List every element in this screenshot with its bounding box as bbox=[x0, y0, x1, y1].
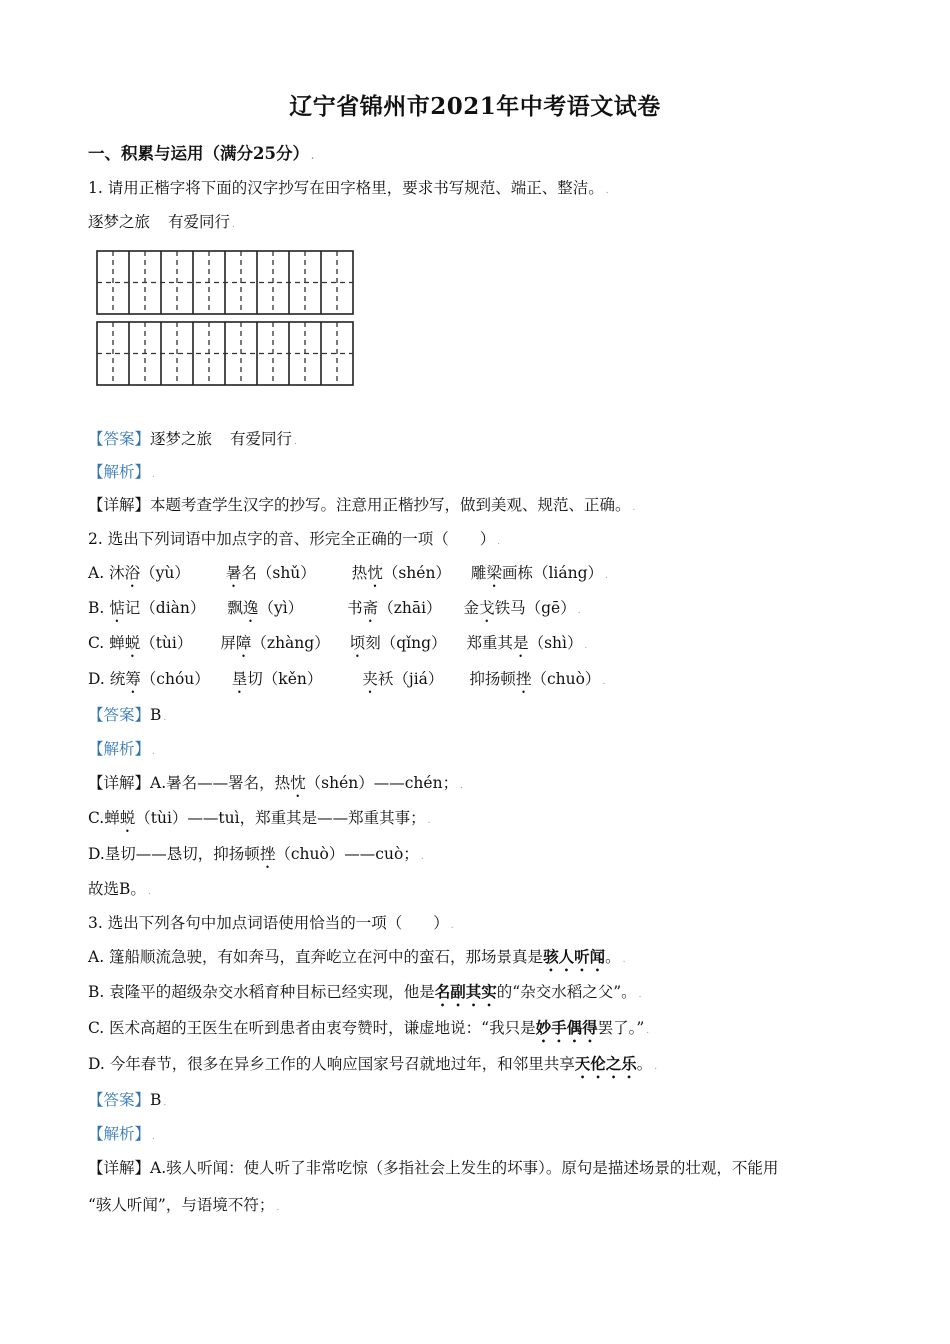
key-phrase: 天伦之乐 bbox=[574, 1055, 637, 1073]
pinyin: （kěn） bbox=[262, 670, 323, 688]
option-label: C. bbox=[88, 634, 105, 652]
q1-detail: 【详解】本题考查学生汉字的抄写。注意用正楷抄写，做到美观、规范、正确。 . bbox=[88, 496, 636, 514]
word-part: 飘 bbox=[227, 599, 243, 617]
pinyin: （tùi） bbox=[140, 634, 193, 652]
detail-text: （chuò）——cuò； bbox=[275, 845, 419, 863]
conclusion-text: 故选B。 bbox=[88, 880, 146, 898]
dotted-char: 筹 bbox=[125, 670, 141, 688]
dotted-char: 顷 bbox=[349, 634, 366, 652]
q1-stem: 1. 请用正楷字将下面的汉字抄写在田字格里，要求书写规范、端正、整洁。 . bbox=[88, 179, 609, 197]
detail-text: C.蝉 bbox=[88, 809, 120, 827]
word-part: 沐 bbox=[109, 564, 125, 582]
detail-text: A.骇人听闻：使人听了非常吃惊（多指社会上发生的坏事）。原句是描述场景的壮观，不能用 bbox=[150, 1159, 779, 1177]
q2-detail-1: 【详解】A.暑名——署名，热忱（shén）——chén； . bbox=[88, 774, 463, 792]
q2-analysis: 【解析】 . bbox=[88, 740, 155, 758]
dotted-char: 斋 bbox=[362, 599, 379, 617]
answer-tag: 【答案】 bbox=[88, 706, 151, 724]
analysis-tag: 【解析】 bbox=[88, 463, 151, 481]
detail-tag: 【详解】 bbox=[88, 496, 151, 514]
word-part: 书 bbox=[347, 599, 363, 617]
pinyin: （gē） bbox=[525, 599, 576, 617]
q1-detail-text: 本题考查学生汉字的抄写。注意用正楷抄写，做到美观、规范、正确。 bbox=[150, 496, 631, 514]
q2-option-d: D. 统筹（chóu） 垦切（kěn） 夹袄（jiá） 抑扬顿挫（chuò） . bbox=[88, 670, 606, 688]
pinyin: （zhàng） bbox=[251, 634, 330, 652]
q1-text-a: 逐梦之旅 bbox=[88, 213, 151, 231]
dotted-char: 暑 bbox=[225, 564, 242, 582]
word-part: 名 bbox=[241, 564, 257, 582]
word-part: 切 bbox=[247, 670, 263, 688]
dotted-char: 是 bbox=[513, 634, 529, 652]
dotted-char: 障 bbox=[235, 634, 252, 652]
pinyin: （chóu） bbox=[140, 670, 210, 688]
word-part: 金 bbox=[463, 599, 480, 617]
dotted-char: 垦 bbox=[231, 670, 248, 688]
q2-option-b: B. 惦记（diàn） 飘逸（yì） 书斋（zhāi） 金戈铁马（gē） . bbox=[88, 599, 581, 617]
dotted-char: 挫 bbox=[515, 670, 532, 688]
pinyin: （chuò） bbox=[531, 670, 601, 688]
detail-text: “骇人听闻”，与语境不符； bbox=[88, 1196, 275, 1214]
q3-option-c: C. 医术高超的王医生在听到患者由衷夸赞时，谦虚地说：“我只是妙手偶得罢了。” . bbox=[88, 1019, 650, 1037]
sentence-text: 。 bbox=[636, 1055, 653, 1073]
q3-stem-text: 3. 选出下列各句中加点词语使用恰当的一项（ ） bbox=[88, 914, 449, 932]
word-part: 铁马 bbox=[494, 599, 526, 617]
dotted-char: 忱 bbox=[367, 564, 383, 582]
analysis-tag: 【解析】 bbox=[88, 1125, 151, 1143]
dotted-char: 忱 bbox=[290, 774, 306, 792]
writing-grid bbox=[96, 250, 358, 390]
detail-text: A.暑名——署名，热 bbox=[150, 774, 291, 792]
page-title: 辽宁省锦州市2021年中考语文试卷 bbox=[289, 93, 661, 120]
pinyin: （zhāi） bbox=[378, 599, 442, 617]
word-part: 抑扬顿 bbox=[469, 670, 516, 688]
word-part: 雕 bbox=[470, 564, 487, 582]
pinyin: （shén） bbox=[382, 564, 451, 582]
key-phrase: 名副其实 bbox=[434, 983, 497, 1001]
dotted-char: 夹 bbox=[362, 670, 378, 688]
sentence-text: 的“杂交水稻之父”。 bbox=[496, 983, 637, 1001]
q3-detail-2: “骇人听闻”，与语境不符； . bbox=[88, 1196, 280, 1214]
q1-copy-text: 逐梦之旅 有爱同行 . bbox=[88, 213, 235, 231]
q2-conclusion: 故选B。 . bbox=[88, 880, 151, 898]
tianzige-grid bbox=[96, 250, 358, 390]
q2-answer-value: B bbox=[150, 706, 162, 724]
dotted-char: 惦 bbox=[109, 599, 125, 617]
pinyin: （shǔ） bbox=[256, 564, 316, 582]
dotted-char: 逸 bbox=[242, 599, 259, 617]
q1-answer-a: 逐梦之旅 bbox=[150, 430, 213, 448]
sentence-text: D. 今年春节，很多在异乡工作的人响应国家号召就地过年，和邻里共享 bbox=[88, 1055, 575, 1073]
dotted-char: 浴 bbox=[124, 564, 141, 582]
option-label: D. bbox=[88, 670, 105, 688]
detail-text: （shén）——chén； bbox=[305, 774, 459, 792]
q2-option-a: A. 沐浴（yù） 暑名（shǔ） 热忱（shén） 雕梁画栋（liáng） . bbox=[88, 564, 608, 582]
option-label: B. bbox=[88, 599, 105, 617]
sentence-text: A. 篷船顺流急驶，有如奔马，直奔屹立在河中的蛮石，那场景真是 bbox=[88, 948, 544, 966]
word-part: 郑重其 bbox=[466, 634, 514, 652]
q3-option-b: B. 袁隆平的超级杂交水稻育种目标已经实现，他是名副其实的“杂交水稻之父”。 . bbox=[88, 983, 642, 1001]
analysis-tag: 【解析】 bbox=[88, 740, 151, 758]
q3-option-d: D. 今年春节，很多在异乡工作的人响应国家号召就地过年，和邻里共享天伦之乐。 . bbox=[88, 1055, 658, 1073]
pinyin: （qǐng） bbox=[380, 634, 447, 652]
q2-option-c: C. 蝉蜕（tùi） 屏障（zhàng） 顷刻（qǐng） 郑重其是（shì） . bbox=[88, 634, 588, 652]
pinyin: （liáng） bbox=[532, 564, 604, 582]
q3-stem: 3. 选出下列各句中加点词语使用恰当的一项（ ） . bbox=[88, 914, 454, 932]
pinyin: （jiá） bbox=[393, 670, 444, 688]
q1-answer: 【答案】逐梦之旅 有爱同行 . bbox=[88, 430, 297, 448]
dotted-char: 梁 bbox=[486, 564, 502, 582]
dotted-char: 蜕 bbox=[124, 634, 141, 652]
key-phrase: 妙手偶得 bbox=[535, 1019, 598, 1037]
detail-text: （tùi）——tuì，郑重其是——郑重其事； bbox=[135, 809, 426, 827]
answer-tag: 【答案】 bbox=[88, 430, 151, 448]
pinyin: （shì） bbox=[528, 634, 583, 652]
pinyin: （yì） bbox=[258, 599, 304, 617]
key-phrase: 骇人听闻 bbox=[543, 948, 606, 966]
dotted-char: 戈 bbox=[479, 599, 495, 617]
q2-stem: 2. 选出下列词语中加点字的音、形完全正确的一项（ ） . bbox=[88, 530, 501, 548]
section-heading: 一、积累与运用（满分25分） . bbox=[88, 144, 315, 163]
dotted-char: 挫 bbox=[259, 845, 276, 863]
q3-answer: 【答案】B . bbox=[88, 1091, 167, 1109]
word-part: 统 bbox=[109, 670, 126, 688]
answer-tag: 【答案】 bbox=[88, 1091, 151, 1109]
word-part: 热 bbox=[351, 564, 368, 582]
word-part: 刻 bbox=[365, 634, 381, 652]
q3-analysis: 【解析】 . bbox=[88, 1125, 155, 1143]
q3-option-a: A. 篷船顺流急驶，有如奔马，直奔屹立在河中的蛮石，那场景真是骇人听闻。 . bbox=[88, 948, 626, 966]
detail-tag: 【详解】 bbox=[88, 1159, 151, 1177]
q2-detail-3: D.垦切——恳切，抑扬顿挫（chuò）——cuò； . bbox=[88, 845, 424, 863]
q1-text-b: 有爱同行 bbox=[168, 213, 231, 231]
detail-text: D.垦切——恳切，抑扬顿 bbox=[88, 845, 260, 863]
word-part: 画栋 bbox=[501, 564, 533, 582]
detail-tag: 【详解】 bbox=[88, 774, 151, 792]
dotted-char: 蜕 bbox=[119, 809, 136, 827]
q3-answer-value: B bbox=[150, 1091, 162, 1109]
section-heading-text: 一、积累与运用（满分25分） bbox=[88, 144, 309, 163]
word-part: 记 bbox=[124, 599, 141, 617]
sentence-text: C. 医术高超的王医生在听到患者由衷夸赞时，谦虚地说：“我只是 bbox=[88, 1019, 536, 1037]
pinyin: （diàn） bbox=[140, 599, 206, 617]
q1-stem-text: 1. 请用正楷字将下面的汉字抄写在田字格里，要求书写规范、端正、整洁。 bbox=[88, 179, 604, 197]
word-part: 屏 bbox=[220, 634, 236, 652]
pinyin: （yù） bbox=[140, 564, 190, 582]
q2-answer: 【答案】B . bbox=[88, 706, 167, 724]
sentence-text: 。 bbox=[605, 948, 621, 966]
q1-answer-b: 有爱同行 bbox=[230, 430, 293, 448]
word-part: 蝉 bbox=[109, 634, 125, 652]
q1-analysis: 【解析】 . bbox=[88, 463, 155, 481]
option-label: A. bbox=[88, 564, 105, 582]
q3-detail-1 bbox=[88, 1157, 778, 1179]
q2-detail-2: C.蝉蜕（tùi）——tuì，郑重其是——郑重其事； . bbox=[88, 809, 431, 827]
sentence-text: B. 袁隆平的超级杂交水稻育种目标已经实现，他是 bbox=[88, 983, 435, 1001]
q2-stem-text: 2. 选出下列词语中加点字的音、形完全正确的一项（ ） bbox=[88, 530, 496, 548]
word-part: 袄 bbox=[377, 670, 394, 688]
sentence-text: 罢了。” bbox=[597, 1019, 645, 1037]
